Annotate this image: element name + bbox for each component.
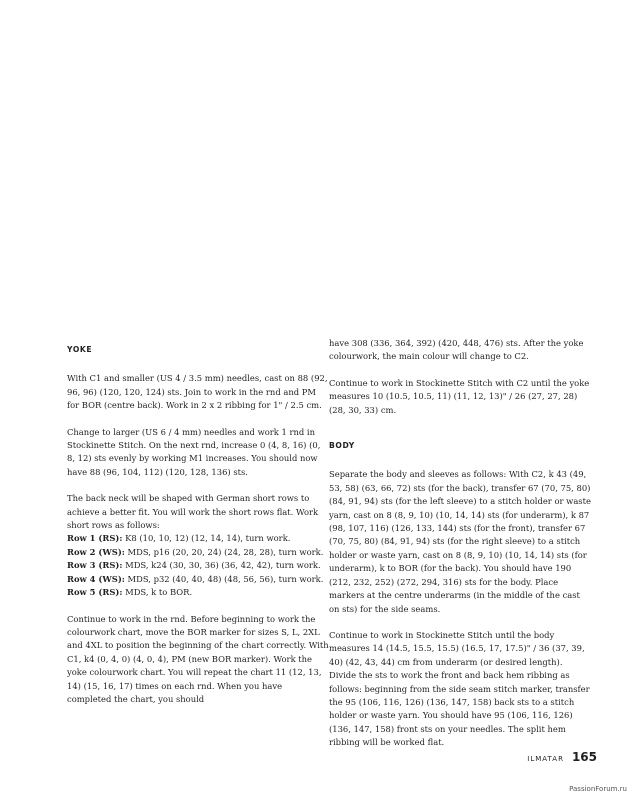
row-label: Row 3 (RS): bbox=[67, 560, 123, 571]
yoke-paragraph-1: With C1 and smaller (US 4 / 3.5 mm) needles, cast on 88 (92, 96, 96) (120, 120, 124) sts. Join to work in the rnd and PM for BOR (centre back). Work in 2 x 2 ribbing for 1" / 2.5 cm. bbox=[67, 373, 328, 411]
row-label: Row 1 (RS): bbox=[67, 533, 123, 544]
right-column bbox=[329, 337, 591, 763]
short-row-5 bbox=[67, 586, 329, 599]
short-row-1 bbox=[67, 532, 329, 545]
short-row-3 bbox=[67, 559, 329, 572]
short-row-2 bbox=[67, 546, 329, 559]
row-text: MDS, p16 (20, 20, 24) (24, 28, 28), turn work. bbox=[124, 546, 324, 557]
yoke-measure-paragraph: Continue to work in Stockinette Stitch with C2 until the yoke measures 10 (10.5, 10.5, 11) (11, 12, 13)" / 26 (27, 27, 28) (28, 30, 33) cm. bbox=[329, 377, 590, 415]
yoke-paragraph-4: Continue to work in the rnd. Before beginning to work the colourwork chart, move the BOR marker for sizes S, L, 2XL and 4XL to position the beginning of the chart correctly. With C1, k4 (0, 4, 0) (4, 0, 4), PM (new BOR marker). Work the yoke colourwork chart. You will repeat the chart 11 (12, 13, 14) (15, 16, 17) times on each rnd. When you have completed the chart, you should bbox=[67, 613, 329, 704]
row-text: MDS, p32 (40, 40, 48) (48, 56, 56), turn work. bbox=[124, 573, 324, 584]
short-rows-list bbox=[67, 532, 329, 599]
row-label: Row 4 (WS): bbox=[67, 573, 125, 584]
pattern-title: ILMATAR bbox=[527, 755, 564, 763]
row-label: Row 5 (RS): bbox=[67, 587, 123, 598]
page-footer bbox=[527, 750, 597, 764]
row-text: K8 (10, 10, 12) (12, 14, 14), turn work. bbox=[122, 533, 291, 544]
body-paragraph-2: Continue to work in Stockinette Stitch until the body measures 14 (14.5, 15.5, 15.5) (16.5, 17, 17.5)" / 36 (37, 39, 40) (42, 43, 44) cm from underarm (or desired length). Divide the sts to work the front and back hem ribbing as follows: beginning from the side seam stitch marker, transfer the 95 (106, 116, 126) (136, 147, 158) back sts to a stitch holder or waste yarn. You should have 95 (106, 116, 126) (136, 147, 158) front sts on your needles. The split hem ribbing will be worked flat. bbox=[329, 629, 590, 748]
yoke-continued-paragraph: have 308 (336, 364, 392) (420, 448, 476) sts. After the yoke colourwork, the main colour will change to C2. bbox=[329, 338, 584, 362]
body-heading: BODY bbox=[329, 441, 355, 451]
row-text: MDS, k to BOR. bbox=[122, 587, 193, 598]
yoke-heading: YOKE bbox=[67, 345, 93, 354]
yoke-paragraph-2: Change to larger (US 6 / 4 mm) needles and work 1 rnd in Stockinette Stitch. On the next rnd, increase 0 (4, 8, 16) (0, 8, 12) sts evenly by working M1 increases. You should now have 88 (96, 104, 112) (120, 128, 136) sts. bbox=[67, 426, 321, 477]
body-paragraph-1: Separate the body and sleeves as follows: With C2, k 43 (49, 53, 58) (63, 66, 72) sts (for the back), transfer 67 (70, 75, 80) (84, 91, 94) sts (for the left sleeve) to a stitch holder or waste yarn, cast on 8 (8, 9, 10) (10, 14, 14) sts (for underarm), k 87 (98, 107, 116) (126, 133, 144) sts (for the front), transfer 67 (70, 75, 80) (84, 91, 94) sts (for the right sleeve) to a stitch holder or waste yarn, cast on 8 (8, 9, 10) (10, 14, 14) sts (for underarm), k to BOR (for the back). You should have 190 (212, 232, 252) (272, 294, 316) sts for the body. Place markers at the centre underarms (in the middle of the cast on sts) for the side seams. bbox=[329, 469, 591, 614]
row-text: MDS, k24 (30, 30, 36) (36, 42, 42), turn work. bbox=[122, 560, 321, 571]
page-number: 165 bbox=[571, 750, 597, 764]
watermark: PassionForum.ru bbox=[569, 785, 627, 793]
short-row-4 bbox=[67, 573, 329, 586]
yoke-paragraph-3: The back neck will be shaped with German short rows to achieve a better fit. You will work the short rows flat. Work short rows as follows: bbox=[67, 493, 319, 531]
left-column bbox=[67, 337, 329, 719]
row-label: Row 2 (WS): bbox=[67, 546, 125, 557]
